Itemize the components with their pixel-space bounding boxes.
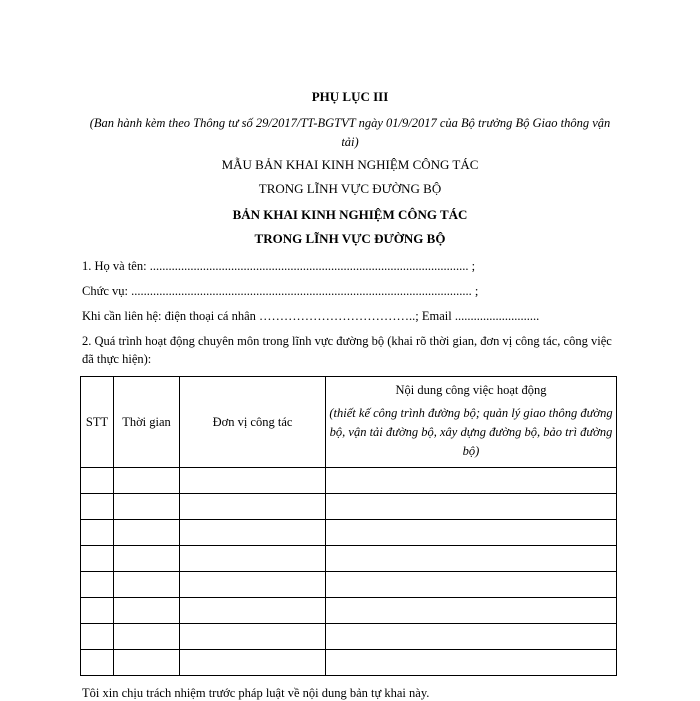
row-content-cell [326, 494, 617, 520]
field-position: Chức vụ: ............................................................................................................. ; [82, 284, 479, 298]
row-unit-cell [180, 572, 326, 598]
form-title-line1: MẪU BẢN KHAI KINH NGHIỆM CÔNG TÁC [221, 157, 479, 172]
row-stt-cell [81, 520, 114, 546]
row-content-cell [326, 520, 617, 546]
table-body [81, 468, 617, 676]
header-content-detail: (thiết kế công trình đường bộ; quản lý giao thông đường bộ, vận tải đường bộ, xây dựng đường bộ, bảo trì đường bộ) [329, 406, 613, 458]
row-time-cell [114, 624, 180, 650]
row-stt-cell [81, 624, 114, 650]
row-time-cell [114, 598, 180, 624]
table-row [81, 546, 617, 572]
header-content-title: Nội dung công việc hoạt động [395, 383, 547, 397]
experience-table [80, 376, 617, 676]
row-time-cell [114, 520, 180, 546]
row-time-cell [114, 572, 180, 598]
heading-line1: BẢN KHAI KINH NGHIỆM CÔNG TÁC [232, 207, 468, 222]
heading-line2: TRONG LĨNH VỰC ĐƯỜNG BỘ [254, 231, 446, 246]
table-row [81, 572, 617, 598]
row-stt-cell [81, 468, 114, 494]
row-unit-cell [180, 494, 326, 520]
issued-note: (Ban hành kèm theo Thông tư số 29/2017/TT-BGTVT ngày 01/9/2017 của Bộ trưởng Bộ Giao thông vận tải) [89, 116, 611, 149]
appendix-title: PHỤ LỤC III [311, 89, 389, 104]
table-row [81, 650, 617, 676]
row-unit-cell [180, 546, 326, 572]
header-unit: Đơn vị công tác [180, 377, 326, 468]
row-unit-cell [180, 650, 326, 676]
row-stt-cell [81, 572, 114, 598]
row-stt-cell [81, 494, 114, 520]
row-unit-cell [180, 468, 326, 494]
row-content-cell [326, 624, 617, 650]
header-stt: STT [81, 377, 114, 468]
table-header-row [81, 377, 617, 468]
row-time-cell [114, 546, 180, 572]
field-process: 2. Quá trình hoạt động chuyên môn trong lĩnh vực đường bộ (khai rõ thời gian, đơn vị công tác, công việc đã thực hiện): [82, 334, 612, 366]
header-time: Thời gian [114, 377, 180, 468]
field-contact: Khi cần liên hệ: điện thoại cá nhân ………………………………..; Email ........................... [82, 309, 540, 323]
header-content [326, 377, 617, 468]
row-time-cell [114, 650, 180, 676]
field-name: 1. Họ và tên: ...................................................................................................... ; [82, 259, 476, 273]
row-content-cell [326, 598, 617, 624]
table-row [81, 624, 617, 650]
row-content-cell [326, 650, 617, 676]
row-content-cell [326, 572, 617, 598]
row-content-cell [326, 468, 617, 494]
table-row [81, 468, 617, 494]
table-row [81, 494, 617, 520]
row-content-cell [326, 546, 617, 572]
row-stt-cell [81, 598, 114, 624]
form-title-line2: TRONG LĨNH VỰC ĐƯỜNG BỘ [258, 181, 442, 196]
row-unit-cell [180, 624, 326, 650]
row-stt-cell [81, 650, 114, 676]
row-time-cell [114, 468, 180, 494]
table-row [81, 598, 617, 624]
row-stt-cell [81, 546, 114, 572]
table-row [81, 520, 617, 546]
row-time-cell [114, 494, 180, 520]
declaration-text: Tôi xin chịu trách nhiệm trước pháp luật về nội dung bản tự khai này. [82, 686, 430, 700]
row-unit-cell [180, 520, 326, 546]
row-unit-cell [180, 598, 326, 624]
